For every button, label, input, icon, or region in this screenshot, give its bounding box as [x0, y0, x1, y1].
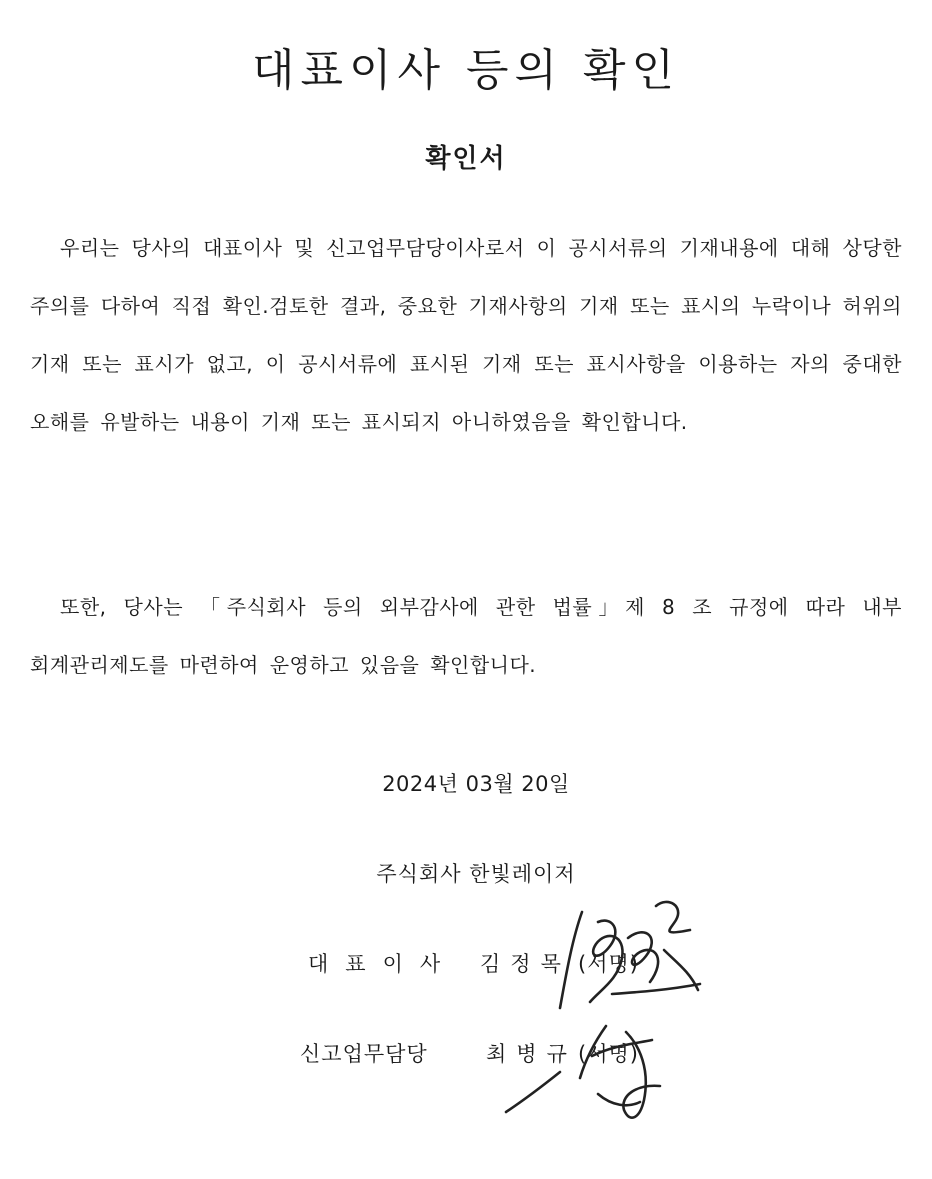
signatory-name: 최병규	[486, 1042, 577, 1066]
signatory-role: 신고업무담당	[300, 1042, 428, 1066]
company-name: 주식회사 한빛레이저	[376, 862, 576, 886]
document-date: 2024년 03월 20일	[382, 772, 570, 796]
paragraph-text: 우리는 당사의 대표이사 및 신고업무담당이사로서 이 공시서류의 기재내용에 대해 상당한 주의를 다하여 직접 확인.검토한 결과, 중요한 기재사항의 기재 또는 표시의 누락이나 허위의 기재 또는 표시가 없고, 이 공시서류에 표시된 기재 또는 표시사항을 이용하는 자의 중대한 오해를 유발하는 내용이 기재 또는 표시되지 아니하였음을 확인합니다.	[30, 236, 902, 434]
signatory-name: 김정목	[480, 952, 571, 976]
signature-mark: (서명)	[578, 952, 639, 976]
signatory-role: 대표이사	[308, 952, 458, 976]
document-subtitle: 확인서	[425, 144, 507, 174]
document-title: 대표이사 등의 확인	[251, 45, 680, 96]
paragraph-text: 또한, 당사는 「주식회사 등의 외부감사에 관한 법률」제 8 조 규정에 따라 내부 회계관리제도를 마련하여 운영하고 있음을 확인합니다.	[30, 595, 902, 677]
confirmation-paragraph	[30, 219, 902, 451]
internal-control-paragraph	[30, 578, 902, 694]
signature-mark: (서명)	[578, 1042, 639, 1066]
